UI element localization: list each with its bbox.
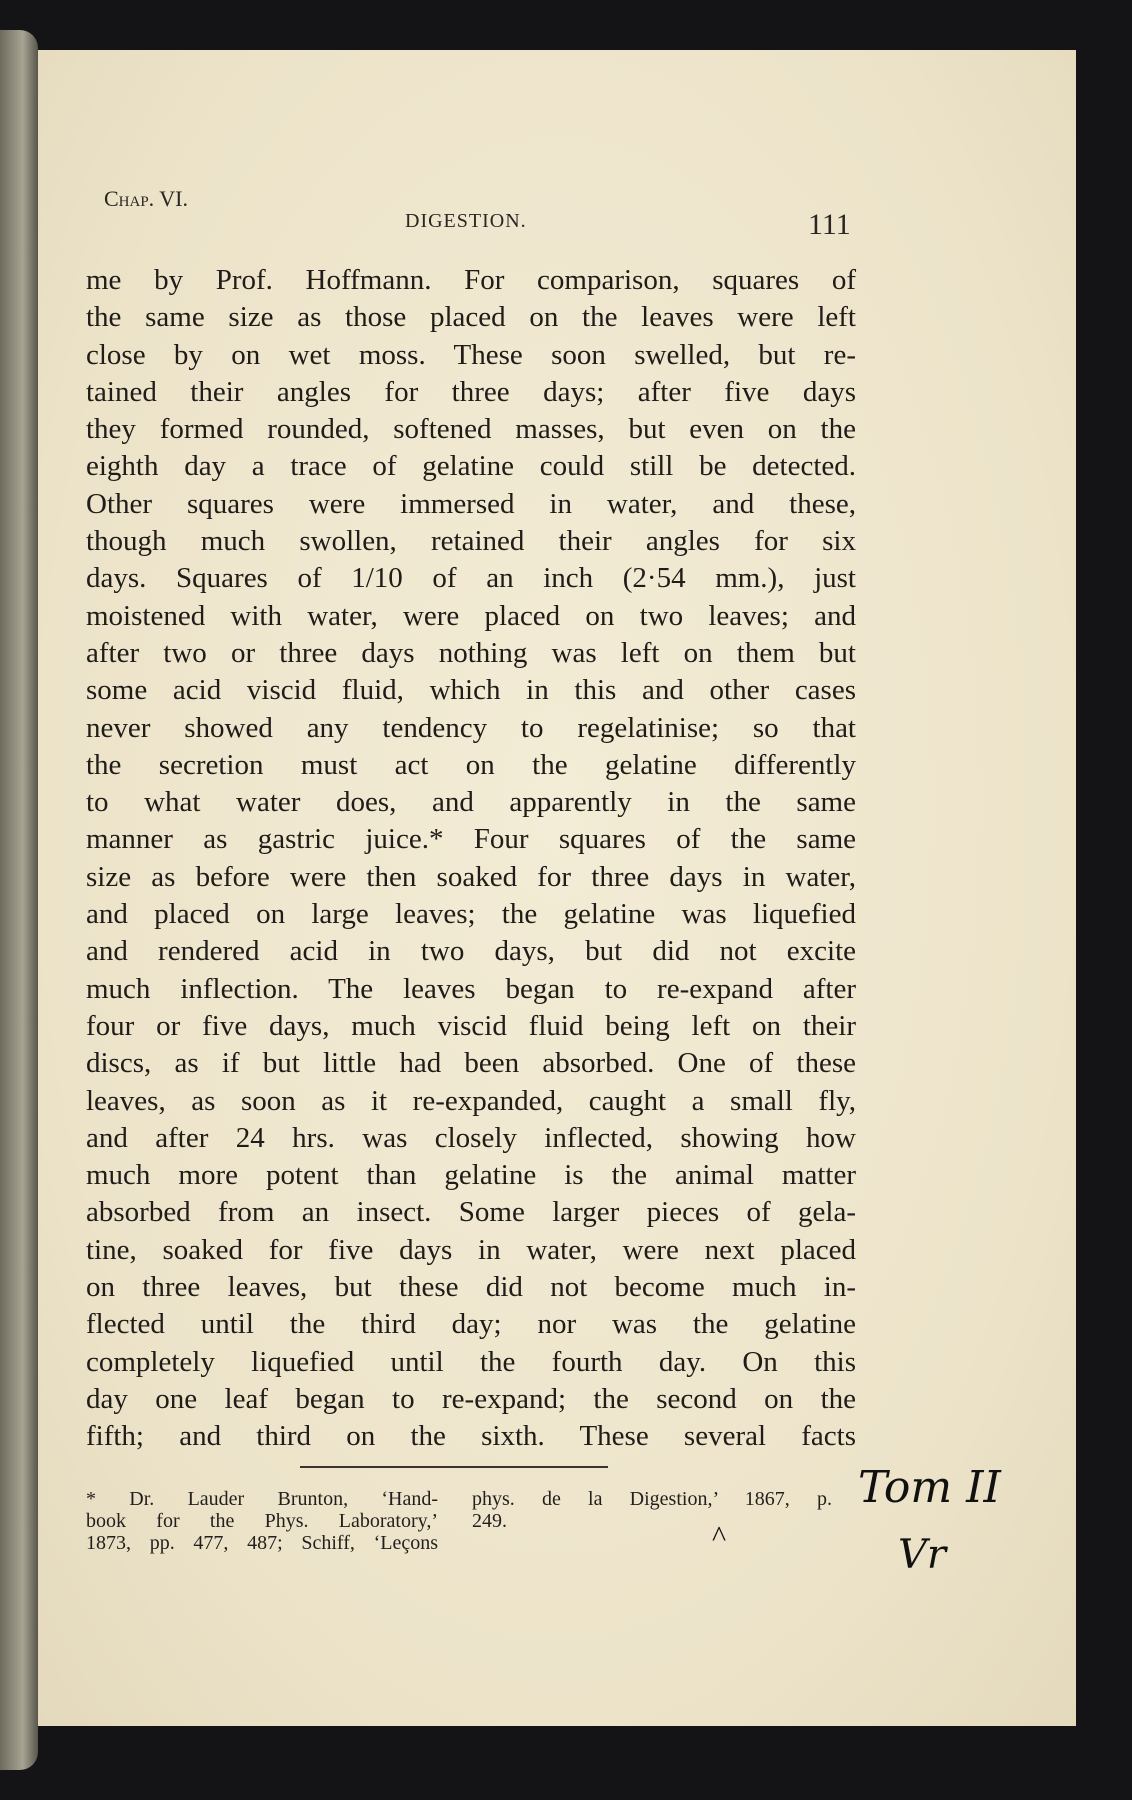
text-line: leaves, as soon as it re-expanded, caught a small fly,: [86, 1084, 856, 1117]
text-line: fifth; and third on the sixth. These several facts: [86, 1420, 856, 1453]
text-line: and after 24 hrs. was closely inflected, showing how: [86, 1121, 856, 1154]
text-line: much inflection. The leaves began to re-expand after: [86, 972, 856, 1005]
text-line: size as before were then soaked for three days in water,: [86, 860, 856, 893]
handwritten-note: Tom II: [858, 1462, 1001, 1513]
footnote-line: book for the Phys. Laboratory,’: [86, 1510, 438, 1532]
footnote-column-1: [86, 1488, 438, 1554]
running-head-title: DIGESTION.: [405, 210, 527, 232]
footnote-column-2: [472, 1488, 832, 1532]
text-line: though much swollen, retained their angles for six: [86, 525, 856, 558]
text-line: close by on wet moss. These soon swelled, but re-: [86, 338, 856, 371]
page-number: 111: [808, 208, 851, 241]
body-text: [86, 262, 856, 1456]
text-line: discs, as if but little had been absorbed. One of these: [86, 1047, 856, 1080]
text-line: flected until the third day; nor was the gelatine: [86, 1308, 856, 1341]
handwritten-mark: Vr: [898, 1532, 947, 1578]
footnote-line: 249.: [472, 1510, 507, 1532]
text-line: manner as gastric juice.* Four squares of the same: [86, 823, 856, 856]
text-line: some acid viscid fluid, which in this and other cases: [86, 674, 856, 707]
text-line: day one leaf began to re-expand; the second on the: [86, 1382, 856, 1415]
running-head-chapter: Chap. VI.: [104, 186, 188, 211]
footnote-line: 1873, pp. 477, 487; Schiff, ‘Leçons: [86, 1532, 438, 1554]
text-line: on three leaves, but these did not become much in-: [86, 1271, 856, 1304]
facing-page-edge: [0, 30, 38, 1770]
text-line: moistened with water, were placed on two leaves; and: [86, 599, 856, 632]
text-line: and placed on large leaves; the gelatine was liquefied: [86, 898, 856, 931]
footnote-rule: [300, 1466, 608, 1468]
footnote-line: * Dr. Lauder Brunton, ‘Hand-: [86, 1488, 438, 1510]
text-line: and rendered acid in two days, but did not excite: [86, 935, 856, 968]
text-line: me by Prof. Hoffmann. For comparison, squares of: [86, 264, 856, 296]
text-line: days. Squares of 1/10 of an inch (2·54 mm.), just: [86, 562, 856, 595]
text-line: the same size as those placed on the leaves were left: [86, 301, 856, 334]
footnote-line: phys. de la Digestion,’ 1867, p.: [472, 1488, 832, 1510]
text-line: tained their angles for three days; after five days: [86, 375, 856, 408]
text-line: never showed any tendency to regelatinise; so that: [86, 711, 856, 744]
text-line: to what water does, and apparently in the same: [86, 786, 856, 819]
text-line: they formed rounded, softened masses, but even on the: [86, 413, 856, 446]
text-line: much more potent than gelatine is the animal matter: [86, 1159, 856, 1192]
handwritten-caret: ^: [712, 1520, 727, 1553]
text-line: four or five days, much viscid fluid being left on their: [86, 1009, 856, 1042]
text-line: after two or three days nothing was left on them but: [86, 636, 856, 669]
text-line: eighth day a trace of gelatine could still be detected.: [86, 450, 856, 483]
text-line: the secretion must act on the gelatine differently: [86, 748, 856, 781]
text-line: completely liquefied until the fourth day. On this: [86, 1345, 856, 1378]
text-line: tine, soaked for five days in water, were next placed: [86, 1233, 856, 1266]
text-line: absorbed from an insect. Some larger pieces of gela-: [86, 1196, 856, 1229]
text-line: Other squares were immersed in water, and these,: [86, 487, 856, 520]
